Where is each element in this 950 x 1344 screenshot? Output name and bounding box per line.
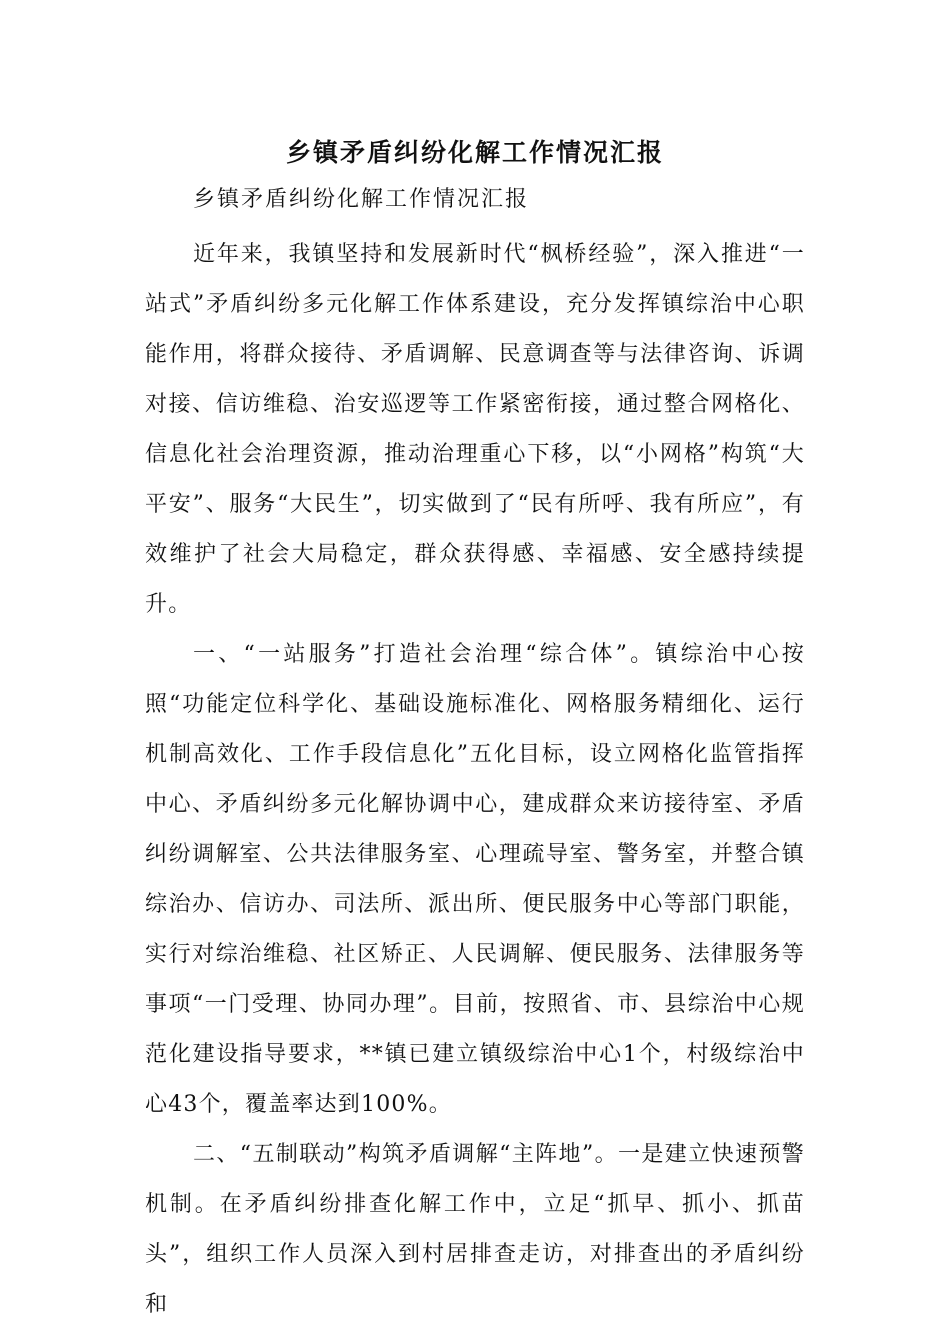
paragraph-intro: 近年来，我镇坚持和发展新时代“枫桥经验”，深入推进“一站式”矛盾纠纷多元化解工作体系建设，充分发挥镇综治中心职能作用，将群众接待、矛盾调解、民意调查等与法律咨询、诉调对接、信访维稳、治安巡逻等工作紧密衔接，通过整合网格化、信息化社会治理资源，推动治理重心下移，以“小网格”构筑“大平安”、服务“大民生”，切实做到了“民有所呼、我有所应”，有效维护了社会大局稳定，群众获得感、幸福感、安全感持续提升。 bbox=[145, 242, 805, 617]
document-title: 乡镇矛盾纠纷化解工作情况汇报 bbox=[285, 138, 664, 167]
document-subtitle: 乡镇矛盾纠纷化解工作情况汇报 bbox=[193, 187, 530, 212]
paragraph-section-1: 一、“一站服务”打造社会治理“综合体”。镇综治中心按照“功能定位科学化、基础设施标准化、网格服务精细化、运行机制高效化、工作手段信息化”五化目标，设立网格化监管指挥中心、矛盾纠纷多元化解协调中心，建成群众来访接待室、矛盾纠纷调解室、公共法律服务室、心理疏导室、警务室，并整合镇综治办、信访办、司法所、派出所、便民服务中心等部门职能，实行对综治维稳、社区矫正、人民调解、便民服务、法律服务等事项“一门受理、协同办理”。目前，按照省、市、县综治中心规范化建设指导要求，**镇已建立镇级综治中心1个，村级综治中心43个，覆盖率达到100%。 bbox=[145, 642, 805, 1117]
paragraph-section-2: 二、“五制联动”构筑矛盾调解“主阵地”。一是建立快速预警机制。在矛盾纠纷排查化解工作中，立足“抓早、抓小、抓苗头”，组织工作人员深入到村居排查走访，对排查出的矛盾纠纷和 bbox=[145, 1142, 805, 1317]
document-body bbox=[145, 230, 805, 1330]
